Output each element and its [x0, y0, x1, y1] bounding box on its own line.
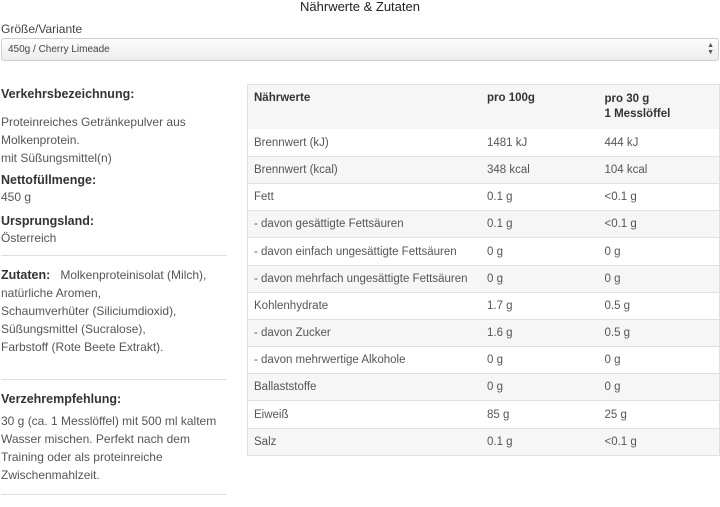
origin-value: Österreich	[1, 231, 57, 245]
nutrition-table	[247, 84, 720, 456]
usage-heading: Verzehrempfehlung:	[1, 392, 122, 406]
header-per-30g-line2: 1 Messlöffel	[604, 108, 671, 120]
divider	[1, 255, 227, 256]
per-30g-cell: 0 g	[604, 273, 621, 285]
divider	[1, 494, 227, 495]
per-100g-cell: 0 g	[486, 354, 503, 366]
usage-text	[1, 412, 227, 484]
table-row	[248, 237, 719, 265]
designation-line: Molkenprotein.	[1, 133, 80, 147]
per-30g-cell: 0 g	[604, 354, 621, 366]
table-row	[248, 373, 719, 400]
variant-select[interactable]	[1, 38, 719, 61]
table-row	[248, 210, 719, 237]
per-30g-cell: 0.5 g	[604, 300, 631, 312]
designation-line: Proteinreiches Getränkepulver aus	[1, 115, 186, 129]
table-row	[248, 428, 719, 455]
per-30g-cell: 25 g	[604, 408, 627, 421]
table-row	[248, 346, 719, 373]
usage-line: Wasser mischen. Perfekt nach dem	[1, 432, 190, 446]
product-info	[1, 87, 227, 495]
variant-selected-value: 450g / Cherry Limeade	[8, 44, 110, 55]
nutrient-cell: - davon mehrfach ungesättigte Fettsäuren	[254, 273, 468, 285]
variant-label: Größe/Variante	[1, 22, 83, 36]
table-row	[248, 400, 719, 428]
nutrient-cell: - davon mehrwertige Alkohole	[254, 354, 406, 366]
per-100g-cell: 348 kcal	[486, 164, 530, 176]
per-100g-cell: 0.1 g	[486, 436, 513, 448]
usage-line: Zwischenmahlzeit.	[1, 468, 100, 482]
nutrient-cell: Salz	[254, 436, 277, 448]
table-header-row	[248, 85, 719, 129]
usage-line: Training oder als proteinreiche	[1, 450, 163, 464]
header-per-100g: pro 100g	[486, 92, 535, 104]
header-nutrient: Nährwerte	[254, 92, 311, 104]
table-row	[248, 129, 719, 156]
section-title: Nährwerte & Zutaten	[300, 0, 420, 14]
designation-heading: Verkehrsbezeichnung:	[1, 87, 135, 101]
origin-heading: Ursprungsland:	[1, 214, 95, 228]
net-weight-value: 450 g	[1, 190, 32, 204]
ingredients-line: Molkenproteinisolat (Milch),	[60, 268, 207, 282]
per-30g-cell: 0 g	[604, 381, 621, 393]
per-30g-cell: <0.1 g	[604, 191, 637, 203]
per-100g-cell: 0 g	[486, 273, 503, 285]
ingredients-heading: Zutaten:	[1, 268, 51, 282]
nutrient-cell: Ballaststoffe	[254, 381, 317, 393]
per-30g-cell: 104 kcal	[604, 164, 648, 176]
nutrient-cell: Brennwert (kcal)	[254, 164, 338, 176]
ingredients-line: natürliche Aromen,	[1, 286, 102, 300]
per-100g-cell: 0.1 g	[486, 191, 513, 203]
per-30g-cell: <0.1 g	[604, 436, 637, 448]
per-100g-cell: 1481 kJ	[486, 136, 528, 149]
per-30g-cell: 444 kJ	[604, 136, 639, 149]
ingredients-line: Schaumverhüter (Siliciumdioxid),	[1, 304, 177, 318]
nutrient-cell: Eiweiß	[254, 408, 289, 421]
table-row	[248, 292, 719, 319]
usage-line: 30 g (ca. 1 Messlöffel) mit 500 ml kaltem	[1, 414, 217, 428]
designation-line: mit Süßungsmittel(n)	[1, 151, 112, 165]
per-100g-cell: 1.7 g	[486, 300, 513, 312]
per-100g-cell: 85 g	[486, 408, 510, 421]
ingredients-block	[1, 266, 227, 356]
designation-text	[1, 113, 227, 167]
per-100g-cell: 0 g	[486, 381, 503, 393]
per-100g-cell: 0.1 g	[486, 218, 513, 230]
per-30g-cell: 0 g	[604, 245, 621, 258]
select-arrows-icon: ▲ ▼	[707, 42, 714, 56]
table-row	[248, 265, 719, 292]
header-per-30g-line1: pro 30 g	[604, 93, 650, 105]
per-30g-cell: 0.5 g	[604, 327, 631, 339]
nutrient-cell: - davon Zucker	[254, 327, 331, 339]
nutrient-cell: Kohlenhydrate	[254, 300, 329, 312]
per-30g-cell: <0.1 g	[604, 218, 637, 230]
ingredients-line: Farbstoff (Rote Beete Extrakt).	[1, 340, 164, 354]
table-row	[248, 156, 719, 183]
nutrient-cell: Fett	[254, 191, 274, 203]
table-row	[248, 319, 719, 346]
table-row	[248, 183, 719, 210]
per-100g-cell: 0 g	[486, 245, 503, 258]
header-per-30g	[599, 85, 720, 129]
nutrient-cell: Brennwert (kJ)	[254, 136, 329, 149]
ingredients-line: Süßungsmittel (Sucralose),	[1, 322, 146, 336]
divider	[1, 379, 227, 380]
nutrient-cell: - davon einfach ungesättigte Fettsäuren	[254, 245, 457, 258]
net-weight-heading: Nettofüllmenge:	[1, 173, 97, 187]
per-100g-cell: 1.6 g	[486, 327, 513, 339]
nutrient-cell: - davon gesättigte Fettsäuren	[254, 218, 404, 230]
